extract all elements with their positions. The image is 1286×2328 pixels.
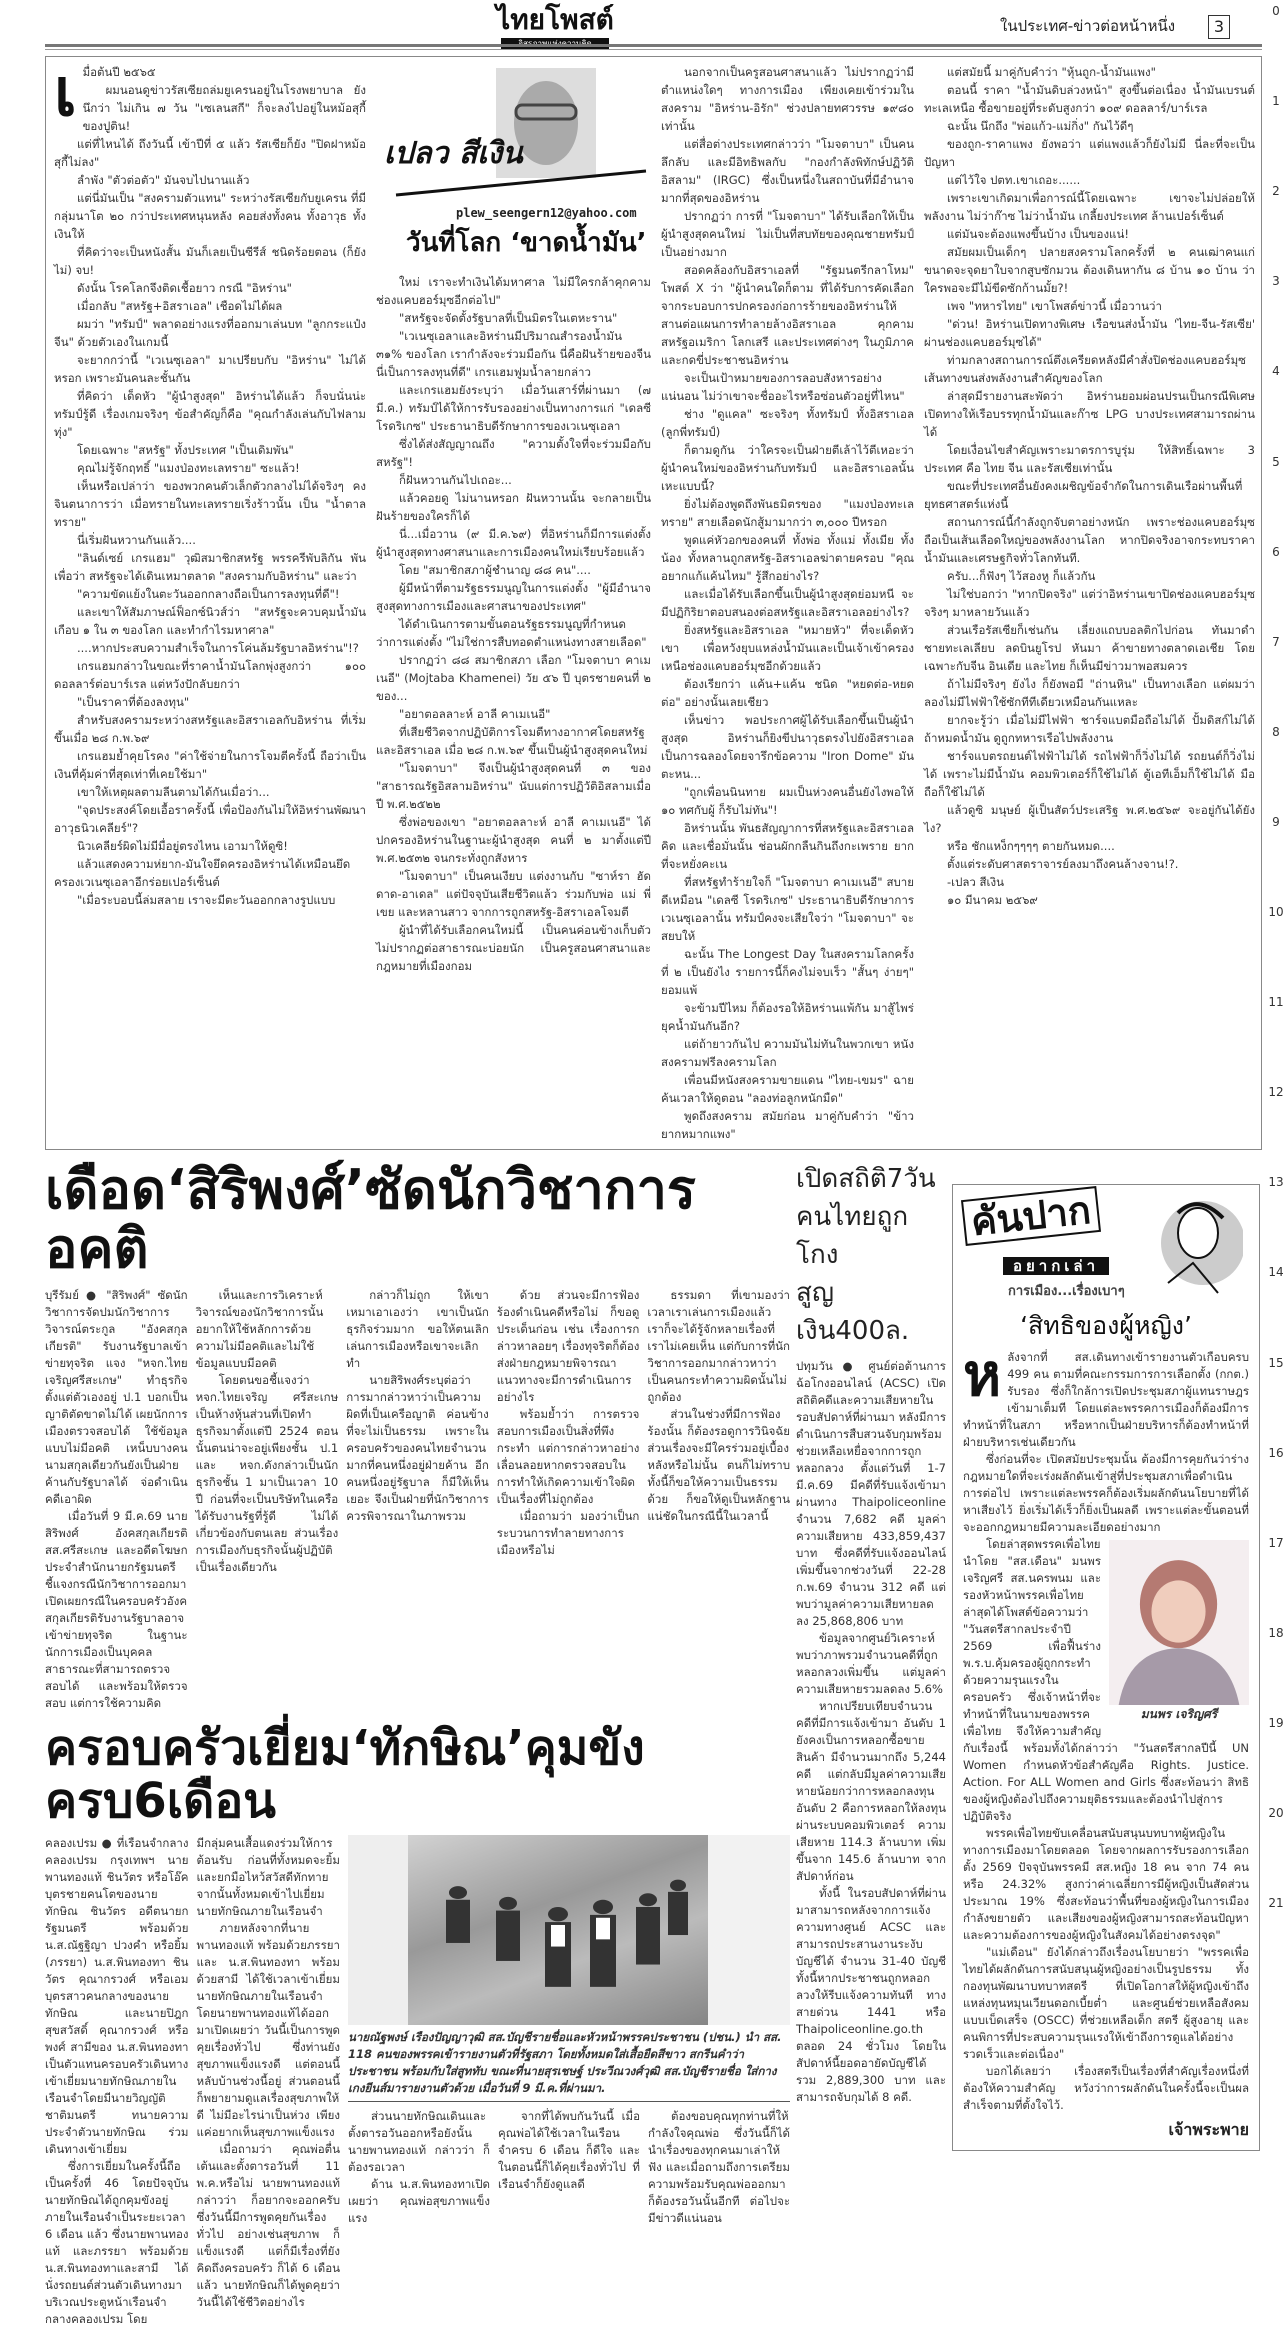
lower-section	[45, 1160, 1260, 2328]
paragraph: โดยเงื่อนไขสำคัญเพราะมาตรการบูรุ่ม ให้สิทธิ์เฉพาะ 3 ประเทศ คือ ไทย จีน และรัสเซียเท่านั้น	[924, 443, 1255, 475]
paragraph: แต่สมัยนี้ มาคู่กับคำว่า "หุ้นถูก-น้ำมันแพง"	[947, 65, 1156, 79]
paragraph: ผมนอนดูข่าวรัสเซียถล่มยูเครนอยู่ในโรงพยาบาล ยังนึกว่า ไม่เกิน ๗ วัน "เซเลนสกี" ก็จะลงไปอยู่ในหม้อสุกี้ของปูติน!	[82, 83, 366, 133]
column-text-2	[376, 273, 651, 975]
paragraph: ยิ่งสหรัฐและอิสราเอล "หมายหัว" ที่จะเด็ดหัวเขา เพื่อหวังยุบแหล่งน้ำมันและเป็นเจ้าเข้าครองเหนือช่องแคบฮอร์มุซอีกด้วยแล้ว	[661, 623, 914, 673]
column-masthead	[376, 63, 651, 273]
paragraph: แต่สื่อต่างประเทศกล่าวว่า "โมจตาบา" เป็นคนลึกลับ และมีอิทธิพลกับ "กองกำลังพิทักษ์ปฏิวัติอิสลาม" (IRGC) ซึ่งเป็นหนึ่งในสถาบันที่มีอำนาจมากที่สุดของอิหร่าน	[661, 137, 914, 205]
cartoon-character-icon	[1148, 1193, 1243, 1303]
story-3-text-columns	[45, 1835, 340, 2328]
paragraph: เมื่อกลับ "สหรัฐ+อิสราเอล" เชือดไม่ได้ผล	[77, 299, 283, 313]
paragraph: ครับ...ก็ฟังๆ ไว้สองหู ก็แล้วกัน	[947, 569, 1096, 583]
ruler-mark: 10	[1268, 905, 1284, 919]
paragraph: ซึ่งพ่อของเขา "อยาตอลลาะห์ อาลี คาเมเนอี" ได้ปกครองอิหร่านในฐานะผู้นำสูงสุด คนที่ ๒ มาตั้งแต่ปี พ.ศ.๒๕๓๒ จนกระทั่งถูกสังหาร	[376, 815, 651, 865]
ruler-mark: 11	[1268, 995, 1284, 1010]
paragraph: ลังจากที่ สส.เดินทางเข้ารายงานตัวเกือบครบ 499 คน ตามที่คณะกรรมการการเลือกตั้ง (กกต.) รับรอง ซึ่งก็ใกล้การเปิดประชุมสภาผู้แทนราษฎรเข้ามาเต็มที โดยแต่ละพรรคการเมืองก็ต้องมีการทำหน้าที่ในสภา หรือหากเป็นฝ่ายบริหารก็ต้องทำหน้าที่ฝ่ายบริหารเช่นเดียวกัน	[963, 1350, 1249, 1449]
paragraph: ฉะนั้น นึกถึง "พ่อแก้ว-แม่กิ่ง" กันไว้ดีๆ	[947, 119, 1134, 133]
paragraph: ฉะนั้น The Longest Day ในสงครามโลกครั้งที่ ๒ เป็นยังไง รายการนี้ก็คงไม่จบเร็ว "สั้นๆ ง่ายๆ" ยอมแพ้	[661, 947, 914, 997]
paragraph: ล่าสุดมีรายงานสะพัดว่า อิหร่านยอมผ่อนปรนเป็นกรณีพิเศษ เปิดทางให้เรือบรรทุกน้ำมันและก๊าซ LPG บางประเทศสามารถผ่านได้	[924, 389, 1255, 439]
paragraph: นอกจากเป็นครูสอนศาสนาแล้ว ไม่ปรากฏว่ามีตำแหน่งใดๆ ทางการเมือง เพียงเคยเข้าร่วมในสงคราม "อิหร่าน-อิรัก" ช่วงปลายทศวรรษ ๑๙๘๐ เท่านั้น	[661, 65, 914, 133]
paragraph: โดยล่าสุดพรรคเพื่อไทย นำโดย "สส.เดือน" มนพร เจริญศรี สส.นครพนม และรองหัวหน้าพรรคเพื่อไทย ล่าสุดได้โพสต์ข้อความว่า "วันสตรีสากลประจำปี 2569 เพื่อฟื้นร่าง พ.ร.บ.คุ้มครองผู้ถูกกระทำด้วยความรุนแรงในครอบครัว ซึ่งเจ้าหน้าที่จะทำหน้าที่ในนามของพรรคเพื่อไทย จึงให้ความสำคัญกับเรื่องนี้ พร้อมทั้งได้กล่าวว่า "วันสตรีสากลปีนี้ UN Women กำหนดหัวข้อสำคัญคือ Rights. Justice. Action. For ALL Women and Girls ซึ่งสะท้อนว่า สิทธิของผู้หญิงต้องไปถึงความยุติธรรมและต้องนำไปสู่การปฏิบัติจริง	[963, 1537, 1249, 1823]
ruler-mark: 5	[1272, 454, 1280, 469]
paragraph: จากที่ได้พบกันวันนี้ เมื่อคุณพ่อได้ใช้เวลาในเรือนจำครบ 6 เดือน ก็ดีใจ และในตอนนี้ก็ได้คุยเรื่องทั่วไป ที่เรือนจำก็ยังดูแลดี	[498, 2109, 640, 2192]
headline-line: คนไทยถูกโกง	[796, 1202, 909, 1270]
column-box	[45, 56, 1262, 1150]
paragraph: แต่ไว้ใจ ปตท.เขาเถอะ......	[947, 173, 1081, 187]
ruler-mark: 19	[1268, 1715, 1284, 1730]
logo-text: ไทยโพสต์	[496, 3, 614, 36]
paragraph: แต่มันจะต้องแพงขึ้นบ้าง เป็นของแน่!	[947, 227, 1129, 241]
portrait-photo	[1109, 1540, 1249, 1705]
paragraph: ได้ดำเนินการตามขั้นตอนรัฐธรรมนูญที่กำหนดว่าการแต่งตั้ง "ไม่ใช่การสืบทอดตำแหน่งทางสายเลือด"	[376, 617, 647, 649]
story-3-col-5	[648, 2108, 790, 2227]
story-3-col-2	[197, 1835, 341, 2311]
paragraph: โดยตนขอชี้แจงว่า หจก.ไทยเจริญ ศรีสะเกษ เป็นห้างหุ้นส่วนที่เปิดทำธุรกิจมาตั้งแต่ปี 2524 ตอนนั้นตนน่าจะอยู่เพียงชั้น ป.1 และ หจก.ดังกล่าวเป็นนักธุรกิจชั้น 1 มาเป็นเวลา 10 ปี ก่อนที่จะเป็นบริษัทในเครือ ได้รับงานรัฐที่รู้ดี ไม่ได้เกี่ยวข้องกับตนเลย ส่วนเรื่องการเมืองกับธุรกิจนั้นผู้ปฏิบัติเป็นเรื่องเดียวกัน	[195, 1372, 339, 1574]
paragraph: ที่เสียชีวิตจากปฏิบัติการโจมตีทางอากาศโดยสหรัฐและอิสราเอล เมื่อ ๒๘ ก.พ.๖๙ ขึ้นเป็นผู้นำสูงสุดคนใหม่	[376, 725, 648, 757]
paragraph: เขาให้เหตุผลตามลีนตามได้กันเมื่อว่า...	[77, 785, 270, 799]
paragraph: ไม่ใช่บอกว่า "ทากปิดจริง" แต่ว่าอิหร่านเขาปิดช่องแคบฮอร์มุซจริงๆ มาหลายวันแล้ว	[924, 587, 1255, 619]
opinion-title: ‘สิทธิของผู้หญิง’	[1020, 1311, 1192, 1340]
paragraph: ปทุมวัน ● ศูนย์ต่อต้านการฉ้อโกงออนไลน์ (ACSC) เปิดสถิติคดีและความเสียหายในรอบสัปดาห์ที่ผ่านมา หลังมีการดำเนินการสืบสวนจับกุมพร้อมช่วยเหลือเหยื่อจากการถูกหลอกลวง ตั้งแต่วันที่ 1-7 มี.ค.69 มีคดีที่รับแจ้งเข้ามาผ่านทาง Thaipoliceonline จำนวน 7,682 คดี มูลค่าความเสียหาย 433,859,437 บาท ซึ่งคดีที่รับแจ้งออนไลน์เพิ่มขึ้นจากช่วงวันที่ 22-28 ก.พ.69 จำนวน 312 คดี แต่พบว่ามูลค่าความเสียหายลดลง 25,868,806 บาท	[796, 1359, 946, 1628]
paragraph: "โมจตาบา" จึงเป็นผู้นำสูงสุดคนที่ ๓ ของ "สาธารณรัฐอิสลามอิหร่าน" นับแต่การปฏิวัติอิสลามเมื่อปี พ.ศ.๒๕๒๒	[376, 761, 651, 811]
ruler-mark: 21	[1268, 1896, 1284, 1911]
ruler-mark: 8	[1272, 724, 1280, 739]
paragraph: "ถูกเพื่อนนินทาย ผมเป็นห่วงคนอื่นยังไงพอให้ ๑๐ ทศกับผู้ ก็รับไม่ทัน"!	[661, 785, 914, 817]
paragraph: ขณะที่ประเทศอื่นยังคงเผชิญข้อจำกัดในการเดินเรือผ่านพื้นที่ยุทธศาสตร์แห่งนี้	[924, 479, 1243, 511]
paragraph: ข้อมูลจากศูนย์วิเคราะห์พบว่าภาพรวมจำนวนคดีที่ถูกหลอกลวงเพิ่มขึ้น แต่มูลค่าความเสียหายรวมลดลง 5.6%	[796, 1631, 946, 1696]
drop-cap: เ	[54, 54, 77, 131]
paragraph: ลำพัง "ตัวต่อตัว" มันจบไปนานแล้ว	[77, 173, 250, 187]
paragraph: จะเป็นเป้าหมายของการลอบสังหารอย่างแน่นอน ไม่ว่าเขาจะชื่ออะไรหรือซ่อนตัวอยู่ที่ไหน"	[661, 371, 905, 403]
paragraph: หรือ ชักแหง็กๆๆๆๆ ตายกันหมด....	[947, 839, 1115, 853]
paragraph: ผู้นำที่ได้รับเลือกคนใหม่นี้ เป็นคนค่อนข้างเก็บตัว ไม่ปรากฏต่อสาธารณะบ่อยนัก เป็นครูสอนศาสนาและกฎหมายที่เมืองกอม	[376, 923, 651, 973]
ruler-mark: 14	[1268, 1265, 1284, 1280]
ruler-mark: 1	[1272, 94, 1280, 109]
ruler-mark: 15	[1268, 1355, 1284, 1370]
paragraph: "แม่เดือน" ยังได้กล่าวถึงเรื่องนโยบายว่า "พรรคเพื่อไทยได้ผลักดันการสนับสนุนผู้หญิงอย่างเป็นรูปธรรม ทั้งกองทุนพัฒนาบทบาทสตรี ที่เปิดโอกาสให้ผู้หญิงเข้าถึงแหล่งทุนหมุนเวียนดอกเบี้ยต่ำ และศูนย์ช่วยเหลือสังคมแบบเบ็ดเสร็จ (OSCC) ที่ช่วยเหลือเด็ก สตรี ผู้สูงอายุ และคนพิการที่ประสบความรุนแรงให้เข้าถึงการดูแลได้อย่างรวดเร็วและต่อเนื่อง"	[963, 1945, 1249, 2061]
ruler-mark: 3	[1272, 274, 1280, 289]
opinion-tagline: การเมือง...เรื่องเบาๆ	[1008, 1284, 1125, 1299]
paragraph: มีกลุ่มคนเสื้อแดงร่วมให้การต้อนรับ ก่อนที่ทั้งหมดจะยิ้มและยกมือไหว้สวัสดีทักทาย จากนั้นทั้งหมดเข้าไปเยี่ยมนายทักษิณภายในเรือนจำ	[196, 1836, 340, 1919]
ruler-mark: 12	[1268, 1085, 1284, 1100]
paragraph: เพราะเขาเกิดมาเพื่อการณ์นี้โดยเฉพาะ เขาจะไม่ปล่อยให้พลังงาน ไม่ว่าก๊าซ ไม่ว่าน้ำมัน เกลี้ยงประเทศ ล้านเปอร์เซ็นต์	[924, 191, 1255, 223]
paragraph: ซึ่งก่อนที่จะ เปิดสมัยประชุมนั้น ต้องมีการคุยกันว่าร่างกฎหมายใดที่จะเร่งผลักดันเข้าสู่ที่ประชุมสภาเพื่อดำเนินการต่อไป เพราะแต่ละพรรคก็ต้องเริ่มผลักดันนโยบายที่ได้หาเสียงไว้ ยิ่งเริ่มได้เร็วก็ยิ่งเป็นผลดี เพราะแต่ละขั้นตอนที่จะออกกฎหมายมีความละเอียดอย่างมาก	[963, 1452, 1249, 1534]
paragraph: โดยเฉพาะ "สหรัฐ" ทั้งประเทศ "เป็นเดิมพัน"	[77, 443, 294, 457]
ruler-mark: 16	[1268, 1445, 1284, 1460]
paragraph: ต้องขอบคุณทุกท่านที่ให้กำลังใจคุณพ่อ ซึ่งวันนี้ก็ได้นำเรื่องของทุกคนมาเล่าให้ฟัง และเมื่อถามถึงการเตรียมความพร้อมรับคุณพ่อออกมา ก็ต้องรอวันนั้นอีกที ต่อไปจะมีข่าวดีแน่นอน	[648, 2109, 790, 2226]
story-2	[796, 1160, 946, 2106]
paragraph: ชาร์จแบตรถยนต์ไฟฟ้าไม่ได้ รถไฟฟ้าก็วิ่งไม่ได้ รถยนต์ก็วิ่งไม่ได้ เพราะไม่มีน้ำมัน คอมพิวเตอร์ก็ใช้ไม่ได้ ตู้เอทีเอ็มก็ใช้ไม่ได้ มือถือก็ใช้ไม่ได้	[924, 749, 1255, 799]
paragraph: ก็ฝันหวานกันไปเถอะ...	[399, 473, 512, 487]
parliament-photo	[348, 1835, 790, 2025]
paragraph: บุรีรัมย์ ● "สิริพงศ์" ซัดนักวิชาการจัดปมนักวิชาการวิจารณ์ตระกูล "อังคสกุลเกียรติ" รับงานรัฐบาลเข้าข่ายทุจริต แจง "หจก.ไทยเจริญศรีสะเกษ" ทำธุรกิจตั้งแต่ตัวเองอยู่ ป.1 บอกเป็นญาติตัดขาดไม่ได้ เผยนักการเมืองตรวจสอบได้ ใช้ข้อมูลแบบไม่มีอคติ เหน็บบางคนนามสกุลเดียวกันยังเป็นฝ่ายค้านกับรัฐบาลได้ จ่อดำเนินคดีเอาผิด	[45, 1287, 188, 1506]
story-3-col-1	[45, 1835, 189, 2328]
ruler-mark: 20	[1268, 1806, 1284, 1820]
paragraph: ด้าน น.ส.พินทองทาเปิดเผยว่า คุณพ่อสุขภาพแข็งแรง	[348, 2177, 490, 2226]
paragraph: ที่คิดว่าจะเป็นหนังสั้น มันก็เลยเป็นซีรีส์ ชนิดร้อยตอน (ก็ยังไม่) จบ!	[54, 245, 366, 277]
paragraph: เกรแฮมกล่าวในขณะที่ราคาน้ำมันโลกพุ่งสูงกว่า ๑๐๐ ดอลลาร์ต่อบาร์เรล แต่หวังปักลับยกว่า	[54, 659, 366, 691]
paragraph: ....หากประสบความสำเร็จในการโค่นล้มรัฐบาลอิหร่าน"!?	[77, 641, 359, 655]
author-signature: เปลว สีเงิน	[384, 136, 523, 171]
paragraph: สมัยผมเป็นเด็กๆ ปลายสงครามโลกครั้งที่ ๒ คนเฒ่าคนแก่ ขนาดจะจุดยาใบจากสูบซักมวน ต้องเดินหากัน ๘ บ้าน ๑๐ บ้าน ว่าใครพอจะมีไม้ขีดซักก้านมั้ย?!	[924, 245, 1255, 295]
story-1-col	[196, 1287, 339, 1712]
paragraph: ส่วนนายทักษิณเดินและตั้งตารอวันออกหรือยังนั้น นายพานทองแท้ กล่าวว่า ก็ต้องรอเวลา	[348, 2109, 490, 2175]
paragraph: "เป็นราคาที่ต้องลงทุน"	[77, 695, 190, 709]
paragraph: ท่ามกลางสถานการณ์ตึงเครียดหลังมีคำสั่งปิดช่องแคบฮอร์มุซ เส้นทางขนส่งพลังงานสำคัญของโลก	[924, 353, 1246, 385]
ruler-mark: 9	[1272, 814, 1280, 829]
header-rule	[45, 44, 1262, 47]
headline-story-1: เดือด‘สิริพงศ์’ซัดนักวิชาการอคติ	[45, 1158, 696, 1281]
paragraph: ก็ตามดูกัน ว่าใครจะเป็นฝ่ายตีเล้าไว้ตีเหอะว่า ผู้นำคนใหม่ของอิหร่านกับทรัมป์ และอิสราเอลนั้นเหะแบบนี้?	[661, 443, 914, 493]
paragraph: ซึ่งได้ส่งสัญญาณถึง "ความตั้งใจที่จะร่วมมือกับสหรัฐ"!	[376, 437, 651, 469]
paragraph: เกรแฮมย้ำคุยโรคง "ค่าใช้จ่ายในการโจมตีครั้งนี้ ถือว่าเป็นเงินที่คุ้มค่าที่สุดเท่าที่เคยใช้มา"	[54, 749, 366, 781]
column-2-wrapper	[376, 63, 651, 975]
paragraph: "จุดประสงค์โดยเอื้อราครั้งนี้ เพื่อป้องกันไม่ให้อิหร่านพัฒนาอาวุธนิวเคลียร์"?	[54, 803, 366, 835]
column-text-4	[924, 63, 1255, 909]
header-rule-thin	[45, 49, 1262, 50]
paragraph: เห็นและการวิเคราะห์วิจารณ์ของนักวิชาการนั้น อยากให้ใช้หลักการด้วยความไม่มีอคติและไม่ใช้ข้อมูลแบบมีอคติ	[195, 1287, 324, 1370]
paragraph: และเกรแฮมยังระบุว่า เมื่อวันเสาร์ที่ผ่านมา (๗ มี.ค.) ทรัมป์ได้ให้การรับรองอย่างเป็นทางการแก่ "เดลซี โรดริเกซ" ประธานาธิบดีรักษาการของเวเนซุเอลา	[376, 383, 651, 433]
paragraph: โดย "สมาชิกสภาผู้ชำนาญ ๘๘ คน"....	[399, 563, 591, 577]
paragraph: นี่เริ่มฝันหวานกันแล้ว....	[77, 533, 196, 547]
paragraph: มื่อต้นปี ๒๕๖๕	[82, 65, 156, 79]
paragraph: อิหร่านนั้น พันธสัญญาการที่สหรัฐและอิสราเอลคิด และเชื่อมั่นนั้น ช่อนผักกลืนกินถึงกะเพราย ยากที่จะหยั่งคะเน	[661, 821, 914, 871]
paragraph: แล้วแสดงความห่ยาก-มันใจยึดครองอิหร่านได้เหมือนยึดครองเวเนซุเอลาอีกร่อยเปอร์เซ็นต์	[54, 857, 351, 889]
ruler-mark: 0	[1272, 4, 1280, 18]
story-3-photo-area	[348, 1835, 790, 2227]
paragraph: ส่วนเรือรัสเซียก็เช่นกัน เลี่ยงแถบบอลติกไปก่อน ทันมาดำชายทะเลเลียบ ลดบินยูโรป หันมา ค้าขายทางตลาดเอเชีย โดยเฉพาะกับจีน อินเดีย และไทย ก็เห็นมีข่าวมาพอสมควร	[924, 623, 1255, 673]
author-email: plew_seengern12@yahoo.com	[456, 206, 637, 220]
paragraph: ด้วย ส่วนจะมีการฟ้องร้องดำเนินคดีหรือไม่ ก็ขอดูประเด็นก่อน เช่น เรื่องการกล่าวหาลอยๆ เรื่องทุจริตก็ต้องส่งฝ่ายกฎหมายพิจารณาแนวทางจะมีการดำเนินการอย่างไร	[496, 1287, 640, 1404]
paragraph: และเขาให้สัมภาษณ์ฟ็อกซ์นิวส์ว่า "สหรัฐจะควบคุมน้ำมันเกือบ ๑ ใน ๓ ของโลก และทำกำไรมหาศาล"	[54, 605, 366, 637]
left-news-block	[45, 1160, 790, 2328]
story-3-lower-columns	[348, 2108, 790, 2227]
headline-story-2	[796, 1160, 946, 1350]
paragraph: หากเปรียบเทียบจำนวนคดีที่มีการแจ้งเข้ามา อันดับ 1 ยังคงเป็นการหลอกซื้อขายสินค้า มีจำนวนมากถึง 5,244 คดี แต่กลับมีมูลค่าความเสียหายน้อยกว่าการหลอกลงทุน อันดับ 2 คือการหลอกให้ลงทุนผ่านระบบคอมพิวเตอร์ ความเสียหาย 114.3 ล้านบาท เพิ่มขึ้นจาก 145.6 ล้านบาท จากสัปดาห์ก่อน	[796, 1699, 946, 1883]
column-text-1	[54, 54, 366, 909]
paragraph: เห็นข่าว พอประกาศผู้ได้รับเลือกขึ้นเป็นผู้นำสูงสุด อิหร่านก็ยิงขีปนาวุธตรงไปยังอิสราเอลเป็นการฉลองโดยจารึกข้อความ "Iron Dome" มันตะหน...	[661, 713, 914, 781]
paragraph: นายสิริพงศ์ระบุต่อว่า การมากล่าวหาว่าเป็นความผิดที่เป็นเครือญาติ ค่อนข้างที่จะไม่เป็นธรรม เพราะในครอบครัวของคนไทยจำนวนมากที่คนหนึ่งอยู่ฝ่ายค้าน อีกคนหนึ่งอยู่รัฐบาล ก็มีให้เห็นเยอะ จึงเป็นฝ่ายที่นักวิชาการควรพิจารณาในภาพรวม	[346, 1372, 489, 1523]
paragraph: ใหม่ เราจะทำเงินได้มหาศาล ไม่มีใครกล้าคุกคามช่องแคบฮอร์มุซอีกต่อไป"	[376, 275, 651, 307]
paragraph: แต่นี่มันเป็น "สงครามตัวแทน" ระหว่างรัสเซียกับยูเครน ที่มีกลุ่มนาโต ๒๐ กว่าประเทศหนุนหลัง คอยส่งทั้งคน ทั้งอาวุธ ทั้งเงินให้	[54, 191, 366, 241]
story-1-col	[346, 1287, 489, 1712]
paragraph: ยากจะรู้ว่า เมื่อไม่มีไฟฟ้า ชาร์จแบตมือถือไม่ได้ ปั้มดิสก์ไม่ได้ ถ้าหมดน้ำมัน ดูถูกทหารเรือไปพลังงาน	[924, 713, 1255, 745]
drop-cap: ห	[963, 1341, 1002, 1409]
paragraph: "อยาตอลลาะห์ อาลี คาเมเนอี"	[399, 707, 551, 721]
headline-line: เปิดสถิติ7วัน	[796, 1164, 936, 1194]
paragraph: สำหรับสงครามระหว่างสหรัฐและอิสราเอลกับอิหร่าน ที่เริ่มขึ้นเมื่อ ๒๘ ก.พ.๖๙	[54, 713, 366, 745]
paragraph: แล้วคอยดู ไม่นานหรอก ฝันหวานนั้น จะกลายเป็นฝันร้ายของใครก็ได้	[376, 491, 651, 523]
paragraph: แต่ที่ไหนได้ ถึงวันนี้ เข้าปีที่ ๕ แล้ว รัสเซียก็ยัง "ปิดฝาหม้อสุกี้ไม่ลง"	[54, 137, 366, 169]
paragraph: สถานการณ์นี้กำลังถูกจับตาอย่างหนัก เพราะช่องแคบฮอร์มุซถือเป็นเส้นเลือดใหญ่ของพลังงานโลก หากปิดจริงอาจกระทบราคาน้ำมันและเศรษฐกิจทั่วโลกทันที.	[924, 515, 1255, 565]
ruler-mark: 2	[1272, 184, 1280, 199]
paragraph: ผมว่า "ทรัมป์" พลาดอย่างแรงที่ออกมาเล่นบท "ลูกกระแป๋งจีน" ด้วยตัวเองในเกมนี้	[54, 317, 366, 349]
paragraph: ผู้มีหน้าที่ตามรัฐธรรมนูญในการแต่งตั้ง "ผู้มีอำนาจสูงสุดทางการเมืองและศาสนาของประเทศ"	[376, 581, 651, 613]
portrait-caption: มนพร เจริญศรี	[1140, 1707, 1218, 1721]
story-1-col	[647, 1287, 790, 1712]
paragraph: พูดถึงสงคราม สมัยก่อน มาคู่กับคำว่า "ข้าวยากหมากแพง"	[661, 1109, 914, 1141]
ruler-mark: 7	[1272, 634, 1280, 649]
story-3-col-4	[498, 2108, 640, 2227]
paragraph: ส่วนในช่วงที่มีการฟ้องร้องนั้น ก็ต้องรอดูการวินิจฉัย ส่วนเรื่องจะมีใครร่วมอยู่เบื้องหลังหรือไม่นั้น ตนก็ไม่ทราบ ทั้งนี้ก็ขอให้ความเป็นธรรมด้วย ก็ขอให้ดูเป็นหลักฐานแน่ชัดในกรณีนี้ในเวลานี้	[647, 1406, 790, 1523]
paragraph: ดังนั้น โรคโลกจึงติดเชื้อยาว กรณี "อิหร่าน"	[77, 281, 292, 295]
paragraph: คลองเปรม ● ที่เรือนจำกลางคลองเปรม กรุงเทพฯ นายพานทองแท้ ชินวัตร หรือโอ๊ค บุตรชายคนโตของนายทักษิณ ชินวัตร อดีตนายกรัฐมนตรี พร้อมด้วย น.ส.ณัฐฐิญา ปวงคำ หรือยิ้ม (ภรรยา) น.ส.พินทองทา ชินวัตร คุณากรวงศ์ หรือเอม บุตรสาวคนกลางของนายทักษิณ และนายปิฎก สุขสวัสดิ์ คุณากรวงศ์ หรือพงศ์ สามีของ น.ส.พินทองทา เป็นตัวแทนครอบครัวเดินทางเข้าเยี่ยมนายทักษิณภายในเรือนจำโดยมีนายวิญญัติ ชาติมนตรี ทนายความประจำตัวนายทักษิณ ร่วมเดินทางเข้าเยี่ยม	[45, 1836, 189, 2157]
paragraph: ตั้งแต่ระดับศาสตราจารย์ลงมาถึงคนล้างจาน!?.	[947, 857, 1179, 871]
paragraph: ปรากฏว่า การที่ "โมจตาบา" ได้รับเลือกให้เป็นผู้นำสูงสุดคนใหม่ ไม่เป็นที่สบทัยของคุณชายทรัมป์เป็นอย่างมาก	[661, 209, 914, 259]
ruler-mark: 17	[1268, 1535, 1284, 1550]
paragraph: กล่าวก็ไม่ถูก ให้เขาเหมาเอาเองว่า เขาเป็นนักธุรกิจร่วมมาก ขอให้ตนเลิกเล่นการเมืองหรือเขาจะเลิกทำ	[346, 1287, 489, 1370]
ruler-mark: 6	[1272, 544, 1280, 559]
paragraph: และเมื่อได้รับเลือกขึ้นเป็นผู้นำสูงสุดย่อมหนี จะมีปฏิกิริยาตอบสนองต่อสหรัฐและอิสราเอลอย่างไร?	[661, 587, 914, 619]
paragraph: บอกได้เลยว่า เรื่องสตรีเป็นเรื่องที่สำคัญเรื่องหนึ่งที่ต้องให้ความสำคัญ หวังว่าการผลักดันในครั้งนี้จะเป็นผลสำเร็จตามที่ตั้งใจไว้.	[963, 2064, 1249, 2112]
paragraph: "ลินด์เซย์ เกรแฮม" วุฒิสมาชิกสหรัฐ พรรครีพับลิกัน พันเพื่อว่า สหรัฐจะได้เดินเหมาตลาด "สงครามกับอิหร่าน" และว่า	[54, 551, 366, 583]
opinion-signature: เจ้าพระพาย	[1168, 2120, 1249, 2139]
opinion-logo-sub: อยากเล่า	[1003, 1257, 1109, 1275]
story-3-body	[45, 1835, 790, 2328]
paragraph: ซึ่งการเยี่ยมในครั้งนี้ถือเป็นครั้งที่ 46 โดยปัจจุบันนายทักษิณได้ถูกคุมขังอยู่ภายในเรือนจำเป็นระยะเวลา 6 เดือน แล้ว ซึ่งนายพานทองแท้ และภรรยา พร้อมด้วย น.ส.พินทองทาและสามี ได้นั่งรถยนต์ส่วนตัวเดินทางมาบริเวณประตูหน้าเรือนจำกลางคลองเปรม โดย	[45, 2159, 189, 2327]
paragraph: ต้องเรียกว่า แค้น+แค้น ชนิด "หยดต่อ-หยดต่อ" อย่างนั้นเลยเชียว	[661, 677, 914, 709]
paragraph: ช่าง "ดูแคล" ซะจริงๆ ทั้งทรัมป์ ทั้งอิสราเอล (ลูกพี่ทรัมป์)	[661, 407, 914, 439]
paragraph: "ความขัดแย้งในตะวันออกกลางถือเป็นการลงทุนที่ดี"!	[77, 587, 340, 601]
story-1-col	[497, 1287, 640, 1712]
paragraph: ธรรมดา ที่เขามองว่าเวลาเราเล่นการเมืองแล้ว เราก็จะได้รู้จักหลายเรื่องที่เราไม่เคยเห็น แต่กับการที่นักวิชาการออกมากล่าวหาว่าเป็นคนกระทำความผิดนั้นไม่ถูกต้อง	[647, 1287, 790, 1404]
page-header	[0, 0, 1286, 56]
portrait-figure	[1109, 1540, 1249, 1723]
paragraph: เมื่อวันที่ 9 มี.ค.69 นายสิริพงศ์ อังคสกุลเกียรติ สส.ศรีสะเกษ และอดีตโฆษกประจำสำนักนายกรัฐมนตรี ชี้แจงกรณีนักวิชาการออกมาเปิดเผยกรณีในครอบครัวอังคสกุลเกียรติรับงานรัฐบาลอาจเข้าข่ายทุจริต ในฐานะนักการเมืองเป็นบุคคลสาธารณะที่สามารถตรวจสอบได้ และพร้อมให้ตรวจสอบ แต่การใช้ความคิด	[45, 1508, 188, 1710]
paragraph: "ด่วน! อิหร่านเปิดทางพิเศษ เรือขนส่งน้ำมัน 'ไทย-จีน-รัสเซีย' ผ่านช่องแคบฮอร์มุซได้"	[924, 317, 1255, 349]
headline-line: สูญเงิน400ล.	[796, 1278, 910, 1346]
paragraph: ยิ่งไม่ต้องพูดถึงพันธมิตรของ "แมงป่องทะเลทราย" สายเลือดนักสู้มามากว่า ๓,๐๐๐ ปีหรอก	[661, 497, 914, 529]
photo-caption: นายณัฐพงษ์ เรืองปัญญาวุฒิ สส.บัญชีรายชื่อและหัวหน้าพรรคประชาชน (ปชน.) นำ สส. 118 คนของพรรคเข้ารายงานตัวที่รัฐสภา โดยทั้งหมดใส่เสื้อยืดสีขาว สกรีนคำว่า ประชาชน พร้อมกับใส่สูททับ ขณะที่นายสุรเชษฐ์ ประวีณวงศ์วุฒิ สส.บัญชีรายชื่อ ใส่กางเกงยีนส์มารายงานตัวด้วย เมื่อวันที่ 9 มี.ค.ที่ผ่านมา.	[348, 2029, 790, 2102]
paragraph: นิวเคลียร์ผิดไม่มีมื่อยู่ตรงไหน เอามาให้ดูซิ!	[77, 839, 288, 853]
paragraph: คุณไม่รู้จักฤทธิ์ "แมงป่องทะเลทราย" ซะแล้ว!	[77, 461, 300, 475]
column-text-3	[661, 63, 914, 1143]
paragraph: เห็นหรือเปล่าว่า ของพวกคนตัวเล็กตัวกลางไม่ได้จริงๆ คงจินตนาการว่า เมื่อทรายในทะเลทรายเริ่งร้าวนั้น เป็น "น้ำตาลทราย"	[54, 479, 366, 529]
paragraph: แล้วดูซิ มนุษย์ ผู้เป็นสัตว์ประเสริฐ พ.ศ.๒๕๖๙ จะอยู่กันได้ยังไง?	[924, 803, 1255, 835]
story-3-col-3	[348, 2108, 490, 2227]
headline-story-3: ครอบครัวเยี่ยม‘ทักษิณ’คุมขังครบ6เดือน	[45, 1719, 645, 1829]
paragraph: พูดแค่หัวอกของคนที่ ทั้งพ่อ ทั้งแม่ ทั้งเมีย ทั้งน้อง ทั้งหลานถูกสหรัฐ-อิสราเอลฆ่าตายครอบ "คุณอยากแก้แค้นไหม" รู้สึกอย่างไร?	[661, 533, 914, 583]
paragraph: ภายหลังจากที่นายพานทองแท้ พร้อมด้วยภรรยา และ น.ส.พินทองทา พร้อมด้วยสามี ได้ใช้เวลาเข้าเยี่ยมนายทักษิณภายในเรือนจำ โดยนายพานทองแท้ได้ออกมาเปิดเผยว่า วันนี้เป็นการพูดคุยเรื่องทั่วไป ซึ่งท่านยังสุขภาพแข็งแรงดี แต่ตอนนี้หลับบ้านช่วงนี้อยู่ ส่วนตอนนี้ก็พยายามดูแลเรื่องสุขภาพให้ดี ไม่มีอะไรน่าเป็นห่วง เพียงแค่อยากเห็นสุขภาพแข็งแรง	[196, 1921, 340, 2140]
paragraph: แต่ถ้ายาวกันไป ความมันไม่ทันในพวกเขา หนังสงครามฟรีลงครามโลก	[661, 1037, 914, 1069]
paragraph: "เมื่อระบอบนี้ล่มสลาย เราจะมีตะวันออกกลางรูปแบบ	[77, 893, 336, 907]
paragraph: จะข้ามปีไหม ก็ต้องรอให้อิหร่านแพ้กัน มาสู้ไพร่ยุคน้ำมันกันอีก?	[661, 1001, 914, 1033]
opinion-box	[952, 1184, 1260, 2151]
paragraph: "สหรัฐจะจัดตั้งรัฐบาลที่เป็นมิตรในเตหะราน"	[399, 311, 618, 325]
crowd-photo-icon	[348, 1835, 790, 2025]
paragraph: ที่สหรัฐทำร้ายใจก็ "โมจตาบา คาเมเนอี" สบายดีเหมือน "เดลซี โรดริเกซ" ประธานาธิบดีรักษาการเวเนซุเอลานั้น ทรัมป์คงจะเสียใจว่า "โมจตาบา" จะสยบให้	[661, 875, 914, 943]
paragraph: จะยากกว่านี้ "เวเนซุเอลา" มาเปรียบกับ "อิหร่าน" ไม่ได้หรอก เพราะมันคนละชั้นกัน	[54, 353, 366, 385]
paragraph: "เวเนซุเอลาและอิหร่านมีปริมาณสำรองน้ำมัน ๓๑% ของโลก เรากำลังจะร่วมมือกัน นี่คือฝันร้ายของจีน นี่เป็นการลงทุนที่ดี" เกรแฮมฟูมน้ำลายกล่าว	[376, 329, 651, 379]
paragraph: เมื่อถามว่า คุณพ่อตื่นเต้นและตั้งตารอวันที่ 11 พ.ค.หรือไม่ นายพานทองแท้กล่าวว่า ก็อยากจะออกครับ ซึ่งวันนี้มีการพูดคุยกันเรื่องทั่วไป อย่างเช่นสุขภาพ ก็แข็งแรงดี แต่ก็มีเรื่องที่ยังคิดถึงครอบครัว ก็ได้ 6 เดือนแล้ว นายทักษิณก็ได้พูดคุยว่าวันนี้ได้ใช้ชีวิตอย่างไร	[196, 2142, 340, 2310]
ruler-mark: 4	[1272, 364, 1280, 379]
opinion-logo	[963, 1187, 1249, 1305]
paragraph: นี่...เมื่อวาน (๙ มี.ค.๖๙) ที่อิหร่านก็มีการแต่งตั้งผู้นำสูงสุดทางศาสนาและการเมืองคนใหม่เรียบร้อยแล้ว	[376, 527, 651, 559]
paragraph: เมื่อถามว่า มองว่าเป็นกระบวนการทำลายทางการเมืองหรือไม่	[496, 1508, 640, 1557]
paragraph: พร้อมย้ำว่า การตรวจสอบการเมืองเป็นสิ่งที่พึงกระทำ แต่การกล่าวหาอย่างเลื่อนลอยหากตรวจสอบในการทำให้เกิดความเข้าใจผิดเป็นเรื่องที่ไม่ถูกต้อง	[496, 1406, 640, 1506]
paragraph: "โมจตาบา" เป็นคนเงียบ แต่งงานกับ "ซาห์รา ฮัดดาด-อาเดล" แต่ปัจจุบันเสียชีวิตแล้ว ร่วมกับพ่อ แม่ พี่เขย และหลานสาว จากการถูกสหรัฐ-อิสราเอลโจมตี	[376, 869, 651, 919]
paragraph: เพจ "ทหารไทย" เขาโพสต์ข่าวนี้ เมื่อวานว่า	[947, 299, 1162, 313]
paragraph: ทั้งนี้ ในรอบสัปดาห์ที่ผ่านมาสามารถหลังจากการแจ้งความทางศูนย์ ACSC และสามารถประสานงานระงับบัญชีได้ จำนวน 31-40 บัญชี ทั้งนี้หากประชาชนถูกหลอกลวงให้รีบแจ้งความทันที ทางสายด่วน 1441 หรือ Thaipoliceonline.go.th ตลอด 24 ชั่วโมง โดยในสัปดาห์นี้ยอดอายัดบัญชีได้รวม 2,889,300 บาท และสามารถจับกุมได้ 8 คดี.	[796, 1886, 946, 2104]
section-title: ในประเทศ-ข่าวต่อหน้าหนึ่ง	[1000, 17, 1176, 35]
column-title: วันที่โลก ‘ขาดน้ำมัน’	[406, 228, 647, 258]
story-1-body	[45, 1287, 790, 1712]
paragraph: ตอนนี้ ราคา "น้ำมันดิบล่วงหน้า" สูงขึ้นต่อเนื่อง น้ำมันเบรนต์ทะเลเหนือ ซื้อขายอยู่ที่ระดับสูงกว่า ๑๐๙ ดอลลาร์/บาร์เรล	[924, 83, 1255, 115]
story-1-col	[45, 1287, 188, 1712]
opinion-body	[963, 1341, 1249, 2114]
newspaper-logo	[495, 4, 615, 49]
page-number: 3	[1208, 15, 1230, 39]
paragraph: ของถูก-ราคาแพง ยังพอว่า แต่แพงแล้วก็ยังไม่มี นี่ละที่จะเป็นปัญหา	[924, 137, 1255, 169]
ruler-mark: 13	[1268, 1175, 1284, 1190]
paragraph: ถ้าไม่มีจริงๆ ยังไง ก็ยังพอมี "ถ่านหิน" เป็นทางเลือก แต่ผมว่า ลองไม่มีไฟฟ้าใช้ซักทีทีเดียวเหมือนกันแหละ	[924, 677, 1255, 709]
story-2-body	[796, 1358, 946, 2106]
paragraph: ที่คิดว่า เด็ดหัว "ผู้นำสูงสุด" อิหร่านได้แล้ว ก็จบนั่นน่ะ ทรัมป์รู้ดี เรื่องเกมจริงๆ ข้อสำคัญก็คือ "คุณกำลังเล่นกับไฟลามทุ่ง"	[54, 389, 366, 439]
ruler-mark: 18	[1268, 1625, 1284, 1640]
paragraph: -เปลว สีเงิน	[947, 875, 1004, 889]
portrait-person-icon	[1109, 1540, 1249, 1705]
paragraph: ๑๐ มีนาคม ๒๕๖๙	[947, 893, 1038, 907]
paragraph: เพื่อนมีหนังสงครามขายแดน "ไทย-เขมร" ฉายค้นเวลาให้ดูตอน "ลองท่อลูกหนักมืด"	[661, 1073, 914, 1105]
paragraph: ปรากฏว่า ๘๘ สมาชิกสภา เลือก "โมจตาบา คาเมเนอี" (Mojtaba Khamenei) วัย ๕๖ ปี บุตรชายคนที่ ๒ ของ...	[376, 653, 651, 703]
opinion-logo-text: คันปาก	[961, 1186, 1101, 1246]
paragraph: พรรคเพื่อไทยขับเคลื่อนสนับสนุนบทบาทผู้หญิงในทางการเมืองมาโดยตลอด โดยจากผลการรับรองการเลือกตั้ง 2569 ปัจจุบันพรรคมี สส.หญิง 18 คน จาก 74 คน หรือ 24.32% สูงกว่าค่าเฉลี่ยการมีผู้หญิงเป็นสัดส่วนประมาณ 19% ซึ่งสะท้อนว่าพื้นที่ของผู้หญิงในการเมืองกำลังขยายตัว และเสียงของผู้หญิงสามารถสะท้อนปัญหาและความต้องการของผู้หญิงในสังคมได้อย่างตรงจุด"	[963, 1826, 1249, 1942]
paragraph: สอดคล้องกับอิสราเอลที่ "รัฐมนตรีกลาโหม" โพสต์ X ว่า "ผู้นำคนใดก็ตาม ที่ได้รับการคัดเลือกจากระบอบการปกครองก่อการร้ายของอิหร่านให้สานต่อแผนการทำลายล้างอิสราเอล คุกคามสหรัฐอเมริกา โลกเสรี และประเทศต่างๆ ในภูมิภาค และกดขี่ประชาชนอิหร่าน	[661, 263, 914, 367]
